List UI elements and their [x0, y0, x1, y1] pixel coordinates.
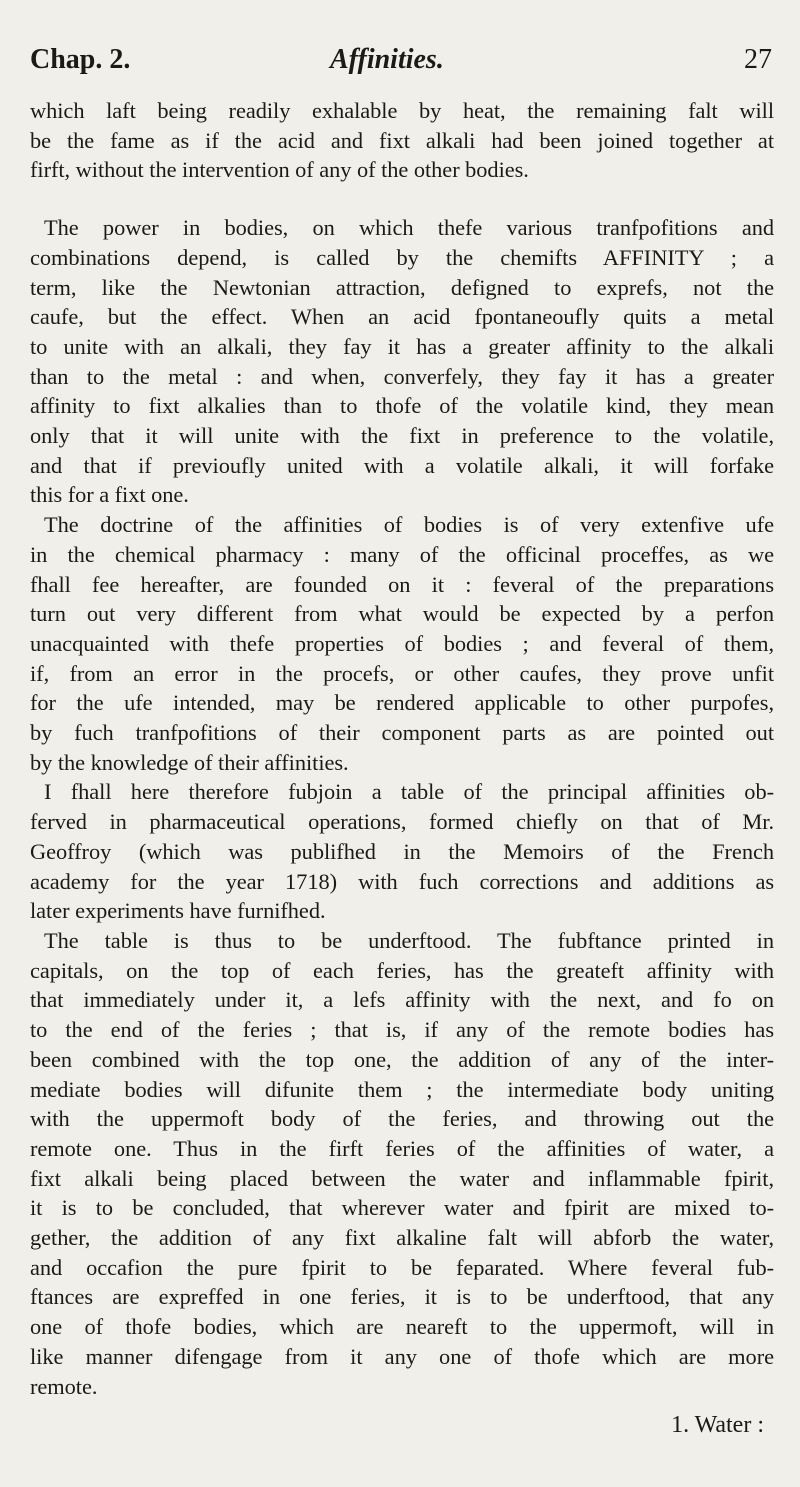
text-line: later experiments have furnifhed. [30, 898, 326, 924]
text-line: and occafion the pure fpirit to be feparated. Where feveral fub- [30, 1254, 774, 1280]
running-title: Affinities. [330, 44, 444, 75]
text-line: turn out very different from what would be expected by a perfon [30, 601, 774, 627]
text-line: by fuch tranfpofitions of their component parts as are pointed out [30, 720, 774, 746]
text-line: unacquainted with thefe properties of bodies ; and feveral of them, [30, 630, 774, 656]
text-line: than to the metal : and when, converfely, they fay it has a greater [30, 363, 774, 389]
text-line: term, like the Newtonian attraction, defigned to exprefs, not the [30, 274, 774, 300]
text-line: combinations depend, is called by the chemifts AFFINITY ; a [30, 244, 774, 270]
text-line: ftances are expreffed in one feries, it is to be underftood, that any [30, 1284, 774, 1310]
text-line: which laft being readily exhalable by heat, the remaining falt will [30, 98, 774, 123]
paragraph-3 [30, 510, 774, 777]
text-line: gether, the addition of any fixt alkaline falt will abforb the water, [30, 1225, 774, 1251]
text-line: like manner difengage from it any one of thofe which are more [30, 1343, 774, 1369]
text-line: this for a fixt one. [30, 482, 189, 508]
text-line: if, from an error in the procefs, or other caufes, they prove unfit [30, 660, 774, 686]
text-line: Geoffroy (which was publifhed in the Memoirs of the French [30, 838, 774, 864]
text-line: The power in bodies, on which thefe various tranfpofitions and [44, 215, 774, 241]
text-line: with the uppermoft body of the feries, and throwing out the [30, 1106, 774, 1132]
text-line: by the knowledge of their affinities. [30, 749, 349, 775]
text-line: fhall fee hereafter, are founded on it : feveral of the preparations [30, 571, 774, 597]
text-line: to the end of the feries ; that is, if any of the remote bodies has [30, 1017, 774, 1043]
text-line: to unite with an alkali, they fay it has a greater affinity to the alkali [30, 333, 774, 359]
text-line: The doctrine of the affinities of bodies is of very extenfive ufe [44, 512, 774, 538]
text-line: The table is thus to be underftood. The fubftance printed in [44, 927, 774, 953]
text-line: and that if previoufly united with a volatile alkali, it will forfake [30, 452, 774, 478]
text-line: remote. [30, 1373, 98, 1399]
page-number: 27 [744, 44, 772, 75]
running-header [30, 44, 772, 84]
text-line: it is to be concluded, that wherever water and fpirit are mixed to- [30, 1195, 774, 1221]
paragraph-5 [30, 926, 774, 1401]
text-line: fixt alkali being placed between the water and inflammable fpirit, [30, 1165, 774, 1191]
text-line: one of thofe bodies, which are neareft to the uppermoft, will in [30, 1314, 774, 1340]
text-line: capitals, on the top of each feries, has the greateft affinity with [30, 957, 774, 983]
paragraph-2 [30, 213, 774, 510]
body-text [30, 96, 774, 1401]
chapter-label: Chap. 2. [30, 44, 131, 75]
text-line: I fhall here therefore fubjoin a table of the principal affinities ob- [44, 779, 774, 805]
text-line: ferved in pharmaceutical operations, formed chiefly on that of Mr. [30, 809, 774, 835]
text-line: that immediately under it, a lefs affinity with the next, and fo on [30, 987, 774, 1013]
catchword: 1. Water : [671, 1412, 764, 1438]
text-line: caufe, but the effect. When an acid fpontaneoufly quits a metal [30, 304, 774, 330]
text-line: mediate bodies will difunite them ; the intermediate body uniting [30, 1076, 774, 1102]
text-line: academy for the year 1718) with fuch corrections and additions as [30, 868, 774, 894]
text-line: remote one. Thus in the firft feries of the affinities of water, a [30, 1135, 774, 1161]
text-line: for the ufe intended, may be rendered applicable to other purpofes, [30, 690, 774, 716]
paragraph-1 [30, 96, 774, 185]
text-line: been combined with the top one, the addition of any of the inter- [30, 1046, 774, 1072]
text-line: firft, without the intervention of any of the other bodies. [30, 157, 529, 183]
text-line: only that it will unite with the fixt in preference to the volatile, [30, 423, 774, 449]
text-line: be the fame as if the acid and fixt alkali had been joined together at [30, 127, 774, 153]
text-line: in the chemical pharmacy : many of the officinal proceffes, as we [30, 541, 774, 567]
paragraph-4 [30, 777, 774, 926]
text-line: affinity to fixt alkalies than to thofe of the volatile kind, they mean [30, 393, 774, 419]
